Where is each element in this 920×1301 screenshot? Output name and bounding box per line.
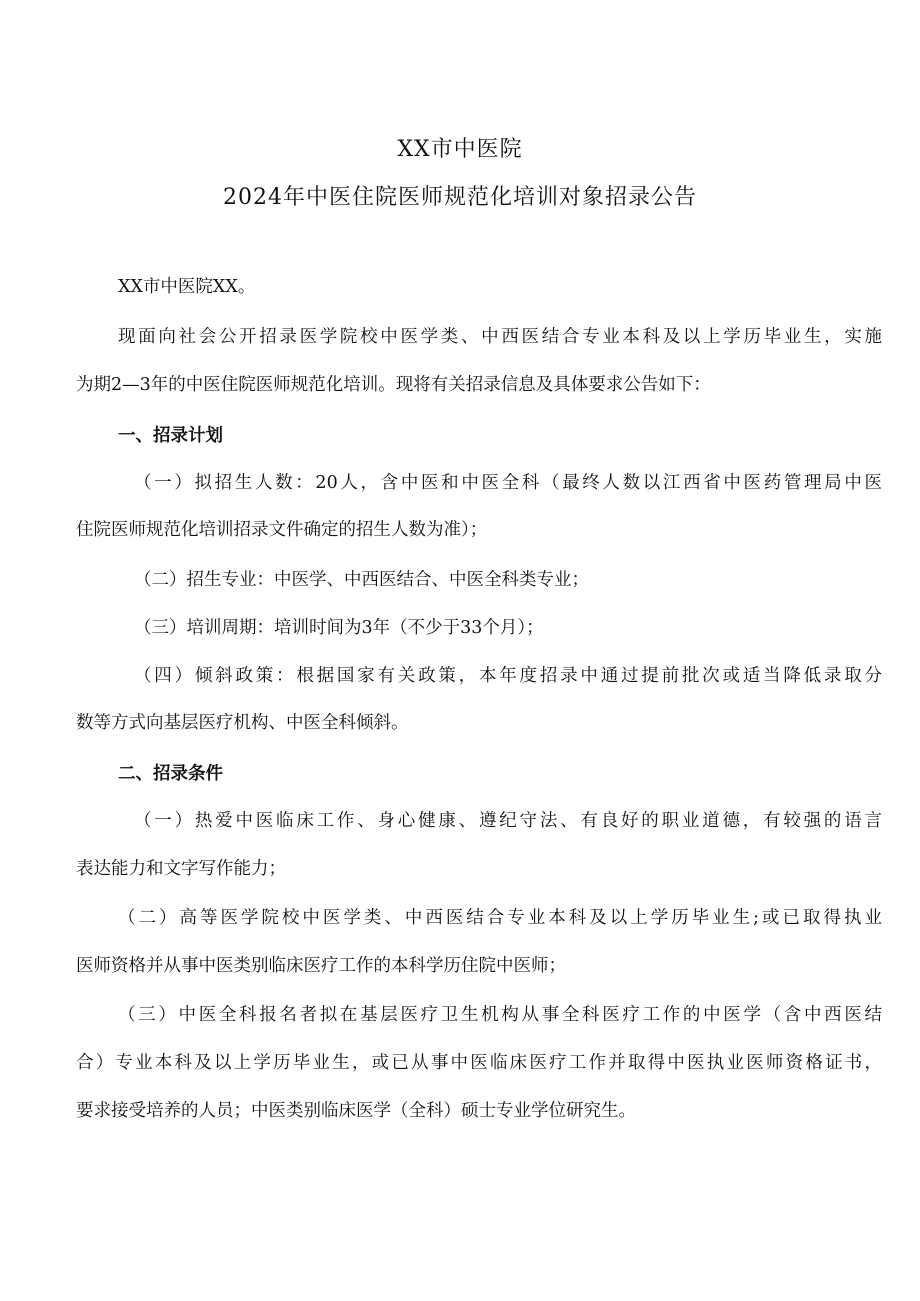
conditions-item-2-line-2: 医师资格并从事中医类别临床医疗工作的本科学历住院中医师； — [76, 956, 566, 976]
section-heading-conditions: 二、招录条件 — [118, 764, 223, 784]
conditions-item-1-line-1: （一）热爱中医临床工作、身心健康、遵纪守法、有良好的职业道德，有较强的语言 — [134, 811, 882, 831]
intro-line-1: 现面向社会公开招录医学院校中医学类、中西医结合专业本科及以上学历毕业生，实施 — [118, 327, 882, 347]
section-heading-plan: 一、招录计划 — [118, 426, 223, 446]
conditions-item-2-line-1: （二）高等医学院校中医学类、中西医结合专业本科及以上学历毕业生;或已取得执业 — [118, 908, 882, 928]
plan-item-1-line-2: 住院医师规范化培训招录文件确定的招生人数为准）； — [76, 520, 488, 540]
conditions-item-3-line-1: （三）中医全科报名者拟在基层医疗卫生机构从事全科医疗工作的中医学（含中西医结 — [118, 1005, 882, 1025]
plan-item-1-line-1: （一）拟招生人数：20人，含中医和中医全科（最终人数以江西省中医药管理局中医 — [134, 473, 882, 493]
intro-line-2: 为期2—3年的中医住院医师规范化培训。现将有关招录信息及具体要求公告如下： — [76, 375, 711, 395]
conditions-item-3-line-2: 合）专业本科及以上学历毕业生，或已从事中医临床医疗工作并取得中医执业医师资格证书， — [76, 1053, 882, 1073]
plan-item-4-line-1: （四）倾斜政策：根据国家有关政策，本年度招录中通过提前批次或适当降低录取分 — [134, 666, 882, 686]
document-title: XX市中医院 — [397, 137, 523, 162]
plan-item-3: （三）培训周期：培训时间为3年（不少于33个月）； — [134, 618, 544, 638]
conditions-item-3-line-3: 要求接受培养的人员；中医类别临床医学（全科）硕士专业学位研究生。 — [76, 1101, 636, 1121]
plan-item-4-line-2: 数等方式向基层医疗机构、中医全科倾斜。 — [76, 713, 409, 733]
greeting-paragraph: XX市中医院XX。 — [118, 277, 256, 297]
conditions-item-1-line-2: 表达能力和文字写作能力； — [76, 859, 286, 879]
plan-item-2: （二）招生专业：中医学、中西医结合、中医全科类专业； — [134, 570, 589, 590]
document-subtitle: 2024年中医住院医师规范化培训对象招录公告 — [223, 185, 697, 210]
